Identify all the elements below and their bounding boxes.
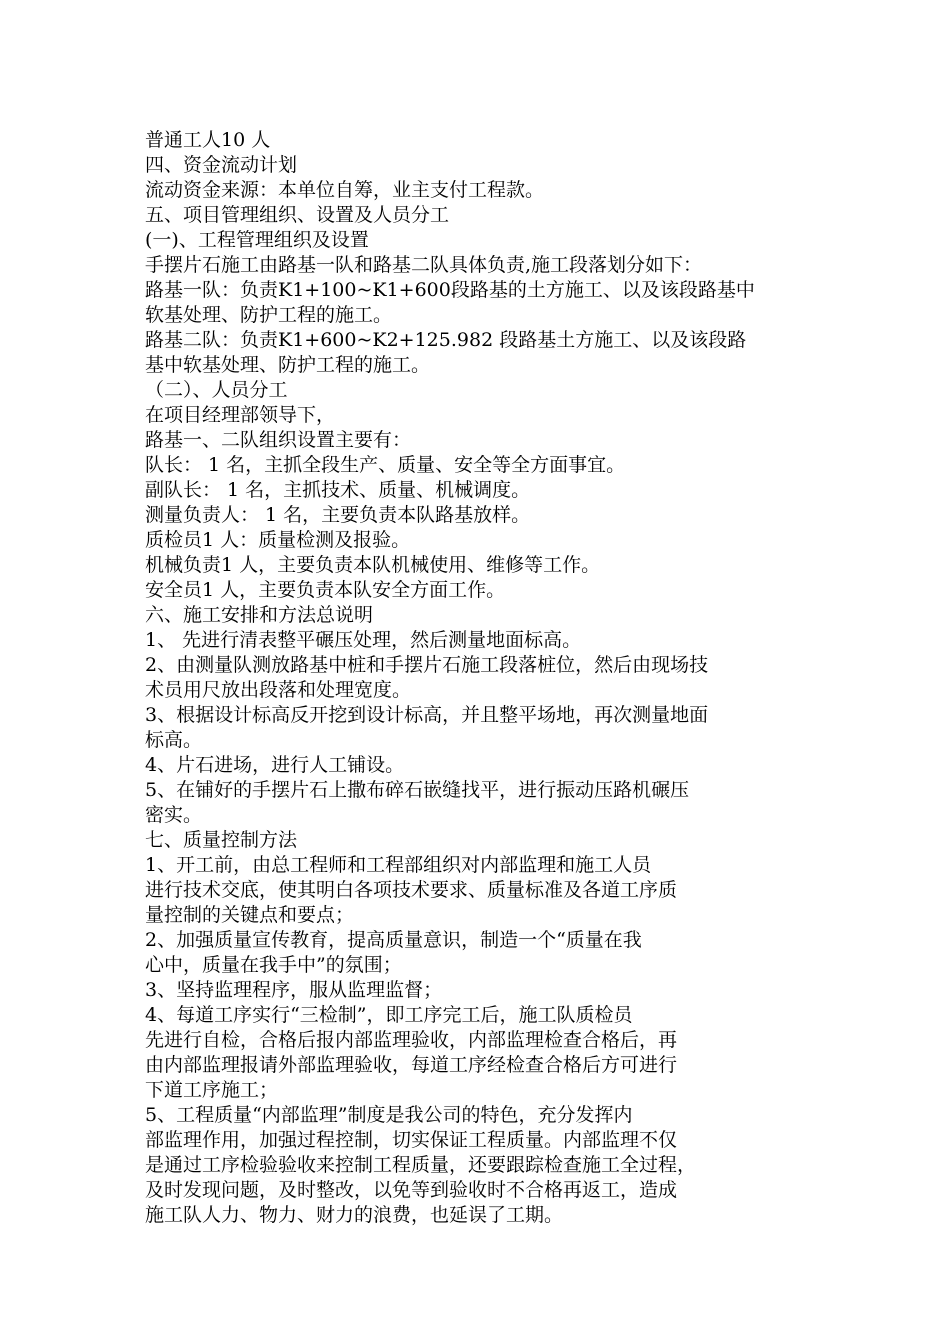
text-line: 量控制的关键点和要点；: [145, 904, 355, 926]
text-line: 由内部监理报请外部监理验收，每道工序经检查合格后方可进行: [145, 1054, 678, 1076]
subsection-heading: (一)、工程管理组织及设置: [145, 229, 369, 251]
section-heading: 四、资金流动计划: [145, 154, 298, 176]
text-line: 施工队人力、物力、财力的浪费，也延误了工期。: [145, 1204, 564, 1226]
text-line: 2、由测量队测放路基中桩和手摆片石施工段落桩位，然后由现场技: [145, 654, 709, 676]
subsection-heading: （二）、人员分工: [145, 379, 288, 401]
text-line: 机械负责1 人，主要负责本队机械使用、维修等工作。: [145, 554, 601, 576]
text-line: 质检员1 人：质量检测及报验。: [145, 529, 411, 551]
text-line: 普通工人10 人: [145, 129, 271, 151]
text-line: 2、加强质量宣传教育，提高质量意识，制造一个“质量在我: [145, 929, 642, 951]
text-line: 路基一、二队组织设置主要有：: [145, 429, 412, 451]
text-line: 软基处理、防护工程的施工。: [145, 304, 393, 326]
text-line: 在项目经理部领导下，: [145, 404, 336, 426]
text-line: 是通过工序检验验收来控制工程质量，还要跟踪检查施工全过程，: [145, 1154, 697, 1176]
text-line: 流动资金来源：本单位自筹，业主支付工程款。: [145, 179, 545, 201]
section-heading: 五、项目管理组织、设置及人员分工: [145, 204, 450, 226]
text-line: 手摆片石施工由路基一队和路基二队具体负责,施工段落划分如下：: [145, 254, 703, 276]
text-line: 测量负责人： 1 名，主要负责本队路基放样。: [145, 504, 531, 526]
text-line: 5、在铺好的手摆片石上撒布碎石嵌缝找平，进行振动压路机碾压: [145, 779, 690, 801]
text-line: 先进行自检，合格后报内部监理验收，内部监理检查合格后，再: [145, 1029, 678, 1051]
text-line: 路基一队：负责K1+100~K1+600段路基的土方施工、以及该段路基中: [145, 279, 755, 301]
text-line: 标高。: [145, 729, 203, 751]
text-line: 密实。: [145, 804, 203, 826]
section-heading: 七、质量控制方法: [145, 829, 298, 851]
text-line: 4、片石进场，进行人工铺设。: [145, 754, 405, 776]
text-line: 下道工序施工；: [145, 1079, 279, 1101]
text-line: 1、 先进行清表整平碾压处理，然后测量地面标高。: [145, 629, 582, 651]
text-line: 5、工程质量“内部监理”制度是我公司的特色，充分发挥内: [145, 1104, 633, 1126]
text-line: 及时发现问题，及时整改，以免等到验收时不合格再返工，造成: [145, 1179, 678, 1201]
section-heading: 六、施工安排和方法总说明: [145, 604, 374, 626]
text-line: 3、坚持监理程序，服从监理监督；: [145, 979, 443, 1001]
text-line: 心中，质量在我手中”的氛围；: [145, 954, 402, 976]
text-line: 1、开工前，由总工程师和工程部组织对内部监理和施工人员: [145, 854, 652, 876]
text-line: 路基二队：负责K1+600~K2+125.982 段路基土方施工、以及该段路: [145, 329, 747, 351]
text-line: 队长： 1 名，主抓全段生产、质量、安全等全方面事宜。: [145, 454, 626, 476]
document-body: [145, 128, 825, 1228]
text-line: 4、每道工序实行“三检制”，即工序完工后，施工队质检员: [145, 1004, 633, 1026]
text-line: 基中软基处理、防护工程的施工。: [145, 354, 431, 376]
text-line: 3、根据设计标高反开挖到设计标高，并且整平场地，再次测量地面: [145, 704, 709, 726]
text-line: 术员用尺放出段落和处理宽度。: [145, 679, 412, 701]
text-line: 部监理作用，加强过程控制，切实保证工程质量。内部监理不仅: [145, 1129, 678, 1151]
text-line: 进行技术交底，使其明白各项技术要求、质量标准及各道工序质: [145, 879, 678, 901]
text-line: 安全员1 人，主要负责本队安全方面工作。: [145, 579, 506, 601]
text-line: 副队长： 1 名，主抓技术、质量、机械调度。: [145, 479, 531, 501]
